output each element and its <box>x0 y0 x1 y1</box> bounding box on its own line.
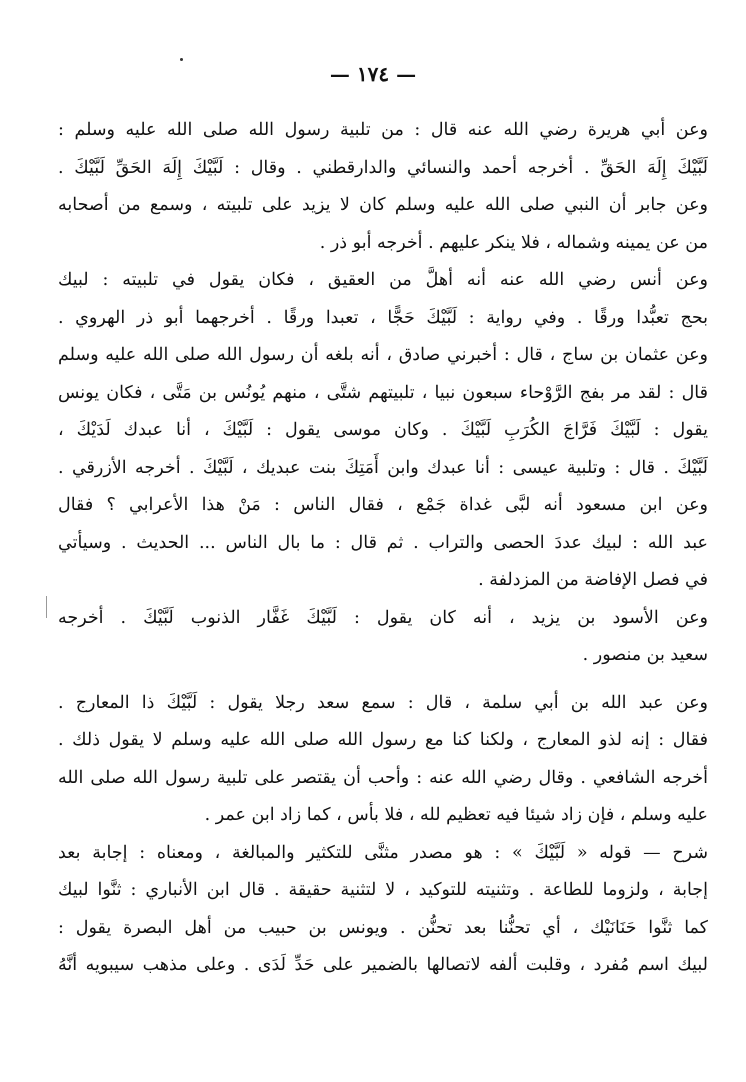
text-line: وعن عثمان بن ساج ، قال : أخبرني صادق ، أنه بلغه أن رسول الله صلى الله عليه وسلم <box>58 345 708 365</box>
margin-mark <box>46 596 47 618</box>
commentary-line: كما ثنَّوا حَنَانَيْك ، أي تحنُّنا بعد تحنُّن . ويونس بن حبيب من أهل البصرة يقول : <box>58 917 708 938</box>
text-line: بحج تعبُّدا ورقًا . وفي رواية : لَبَّيْكَ حَجًّا ، تعبدا ورقًا . أخرجهما أبو ذر الهروي . <box>58 307 708 328</box>
text-line: في فصل الإفاضة من المزدلفة . <box>478 570 708 590</box>
text-line: سعيد بن منصور . <box>582 645 708 665</box>
text-line: فقال : إنه لذو المعارج ، ولكنا كنا مع رسول الله صلى الله عليه وسلم لا يقول ذلك . <box>58 730 708 750</box>
text-line: أخرجه الشافعي . وقال رضي الله عنه : وأحب أن يقتصر على تلبية رسول الله صلى الله <box>58 767 708 788</box>
text-line: وعن جابر أن النبي صلى الله عليه وسلم كان لا يزيد على تلبيته ، وسمع من أصحابه <box>58 195 708 215</box>
text-line: عليه وسلم ، فإن زاد شيئا فيه تعظيم لله ، فلا بأس ، كما زاد ابن عمر . <box>204 805 708 825</box>
text-line: وعن أنس رضي الله عنه أنه أهلَّ من العقيق ، فكان يقول في تلبيته : لبيك <box>58 270 708 290</box>
text-line: وعن عبد الله بن أبي سلمة ، قال : سمع سعد رجلا يقول : لَبَّيْكَ ذا المعارج . <box>58 692 708 713</box>
body-text <box>58 112 708 985</box>
text-line: وعن ابن مسعود أنه لبَّى غداة جَمْع ، فقال الناس : مَنْ هذا الأعرابي ؟ فقال <box>58 495 708 515</box>
page-number: — ١٧٤ — <box>329 62 417 86</box>
text-line: يقول : لَبَّيْكَ فَرَّاجَ الكُرَبِ لَبَّيْكَ . وكان موسى يقول : لَبَّيْكَ ، أنا عبدك لَدَيْكَ ، <box>58 420 708 440</box>
text-line: وعن الأسود بن يزيد ، أنه كان يقول : لَبَّيْكَ غَفَّار الذنوب لَبَّيْكَ . أخرجه <box>58 607 708 628</box>
text-line: وعن أبي هريرة رضي الله عنه قال : من تلبية رسول الله صلى الله عليه وسلم : <box>58 120 708 140</box>
text-line: قال : لقد مر بفج الرَّوْحاء سبعون نبيا ، تلبيتهم شتَّى ، منهم يُونُس بن مَتَّى ، فكان يونس <box>58 382 708 403</box>
text-line: لَبَّيْكَ . قال : وتلبية عيسى : أنا عبدك وابن أَمَتِكَ بنت عبديك ، لَبَّيْكَ . أخرجه الأزرقي . <box>58 457 708 478</box>
text-line: من عن يمينه وشماله ، فلا ينكر عليهم . أخرجه أبو ذر . <box>319 232 708 253</box>
commentary-line: شرح — قوله « لَبَّيْكَ » : هو مصدر مثنَّى للتكثير والمبالغة ، ومعناه : إجابة بعد <box>58 842 708 863</box>
commentary-line: إجابة ، ولزوما للطاعة . وتثنيته للتوكيد ، لا لتثنية حقيقة . قال ابن الأنباري : ثنَّوا لبيك <box>58 880 708 900</box>
paragraph-gap <box>58 675 708 685</box>
commentary-line: لبيك اسم مُفرد ، وقلبت ألفه لاتصالها بالضمير على حَدِّ لَدَى . وعلى مذهب سيبويه أنَّهُ <box>58 955 708 975</box>
text-line: عبد الله : لبيك عددَ الحصى والتراب . ثم قال : ما بال الناس ... الحديث . وسيأتي <box>58 532 708 553</box>
ink-speck <box>180 58 183 61</box>
text-line: لَبَّيْكَ إِلَهَ الحَقِّ . أخرجه أحمد والنسائي والدارقطني . وقال : لَبَّيْكَ إِلَهَ الحَقِّ لَبَّيْكَ . <box>58 157 708 178</box>
